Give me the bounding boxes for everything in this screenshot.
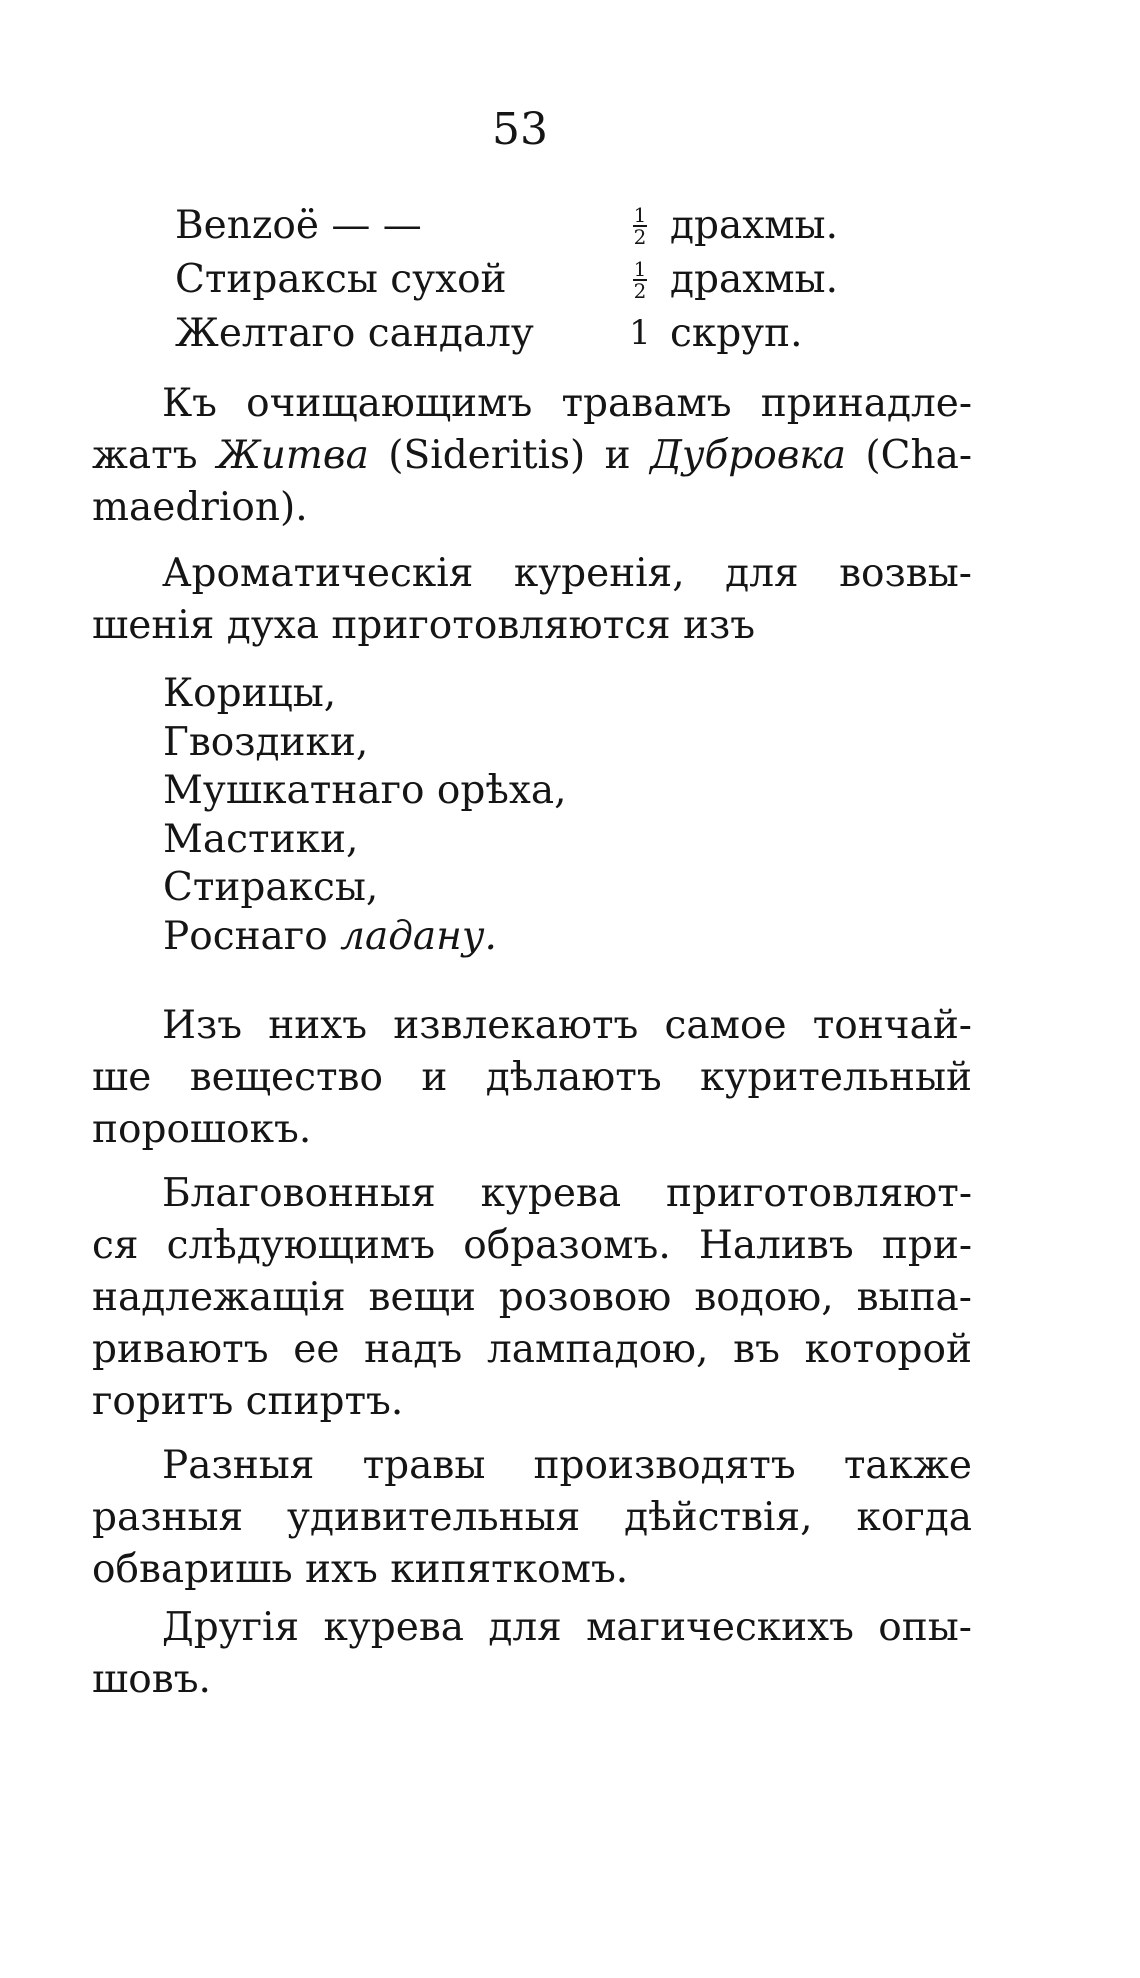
recipe-unit: скруп. (670, 310, 803, 356)
text-line: ся слѣдующимъ образомъ. Наливъ при- (92, 1223, 972, 1268)
list-item: Гвоздики, (163, 719, 369, 765)
text-line: надлежащія вещи розовою водою, выпа- (92, 1275, 972, 1320)
text-line: обваришь ихъ кипяткомъ. (92, 1547, 629, 1592)
fraction (633, 203, 647, 249)
text-line: горитъ спиртъ. (92, 1379, 404, 1424)
recipe-ingredient: Стираксы сухой (175, 256, 507, 302)
paragraph-various-herbs (92, 1440, 972, 1596)
recipe-quantity: 1 (629, 313, 651, 353)
text-line: шенія духа приготовляются изъ (92, 603, 756, 648)
italic-term: Житва (216, 433, 369, 478)
text-run: (Sideritis) и (368, 433, 651, 478)
text-line: Изъ нихъ извлекаютъ самое тончай- (162, 1003, 972, 1048)
recipe-table (175, 198, 975, 360)
fraction-denominator: 2 (633, 225, 647, 249)
fraction (633, 257, 647, 303)
paragraph-fragrant-incense (92, 1168, 972, 1428)
text-line: шовъ. (92, 1657, 211, 1702)
list-item: Стираксы, (163, 865, 379, 910)
recipe-unit: драхмы. (670, 256, 838, 302)
text-line: ше вещество и дѣлаютъ курительный (92, 1055, 972, 1100)
recipe-unit: драхмы. (670, 202, 838, 248)
text-line: Другія курева для магическихъ опы- (162, 1605, 972, 1650)
text-line: Ароматическія куренія, для возвы- (162, 551, 972, 596)
ingredient-list (163, 670, 567, 961)
recipe-row-benzoe (175, 198, 975, 252)
text-run: жатъ (92, 433, 217, 478)
list-item: Корицы, (163, 671, 337, 716)
text-run: (Cha- (845, 433, 972, 478)
text-line (92, 430, 972, 482)
recipe-ingredient: Желтаго сандалу (175, 310, 534, 356)
paragraph-cleansing-herbs (92, 378, 972, 534)
text-line: Разныя травы производятъ также (162, 1443, 972, 1488)
page-number: 53 (492, 104, 548, 155)
list-item: Мушкатнаго орѣха, (163, 768, 567, 813)
paragraph-magic-incense (92, 1602, 972, 1706)
text-line: Къ очищающимъ травамъ принадле- (162, 381, 972, 426)
list-item: Мастики, (163, 816, 359, 862)
fraction-numerator: 1 (633, 203, 647, 227)
paragraph-aromatic-incense (92, 548, 972, 652)
text-line: Благовонныя курева приготовляют- (162, 1171, 972, 1216)
text-run: Роснаго (163, 913, 341, 959)
text-line: maedrion). (92, 485, 308, 530)
italic-term: ладану. (340, 913, 497, 959)
list-item (163, 913, 567, 962)
italic-term: Дубровка (650, 433, 846, 478)
recipe-row-sandal (175, 306, 975, 360)
fraction-denominator: 2 (633, 279, 647, 303)
fraction-numerator: 1 (633, 257, 647, 281)
text-line: порошокъ. (92, 1107, 312, 1152)
recipe-quantity (610, 203, 670, 249)
recipe-quantity (610, 257, 670, 303)
recipe-ingredient: Benzoë — — (175, 202, 422, 248)
text-line: риваютъ ее надъ лампадою, въ которой (92, 1327, 972, 1372)
paragraph-extraction (92, 1000, 972, 1156)
recipe-row-styrax (175, 252, 975, 306)
text-line: разныя удивительныя дѣйствія, когда (92, 1495, 972, 1540)
